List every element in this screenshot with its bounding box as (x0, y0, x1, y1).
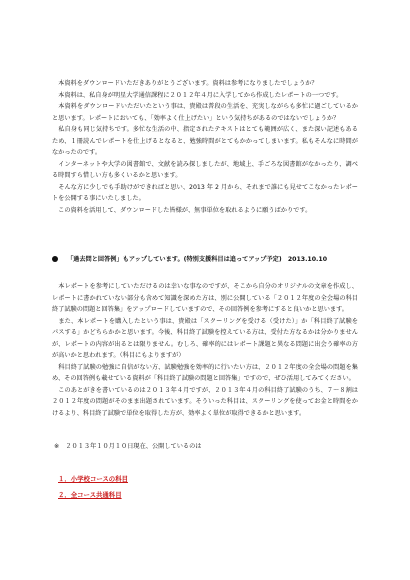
intro-paragraph: 本資料をダウンロードいただきありがとうございます。資料は参考になりましたでしょうか？ (52, 80, 318, 87)
intro-paragraph: 本資料は、私自身が明星大学通信課程に２０１２年４月に入学してから作成したレポートの一つです。 (52, 91, 343, 99)
bullet-icon (52, 256, 58, 262)
intro-paragraph: そんな方に少しでも手助けができればと思い、2013 年 2 月から、それまで誰にも見せてこなかったレポートを公開する事にいたしました。 (52, 183, 358, 202)
link-elementary-course[interactable]: １．小学校コースの科目 (58, 475, 128, 483)
published-note: ※ ２０１３年１０月１０日現在、公開しているのは (54, 443, 202, 450)
intro-section (52, 78, 358, 216)
body-section (52, 281, 358, 419)
body-paragraph: このあとがきを書いているのは２０１３年４月ですが、２０１３年４月の科目終了試験のうち、７～８割は２０１２年度の問題がそのまま出題されています。そういった科目は、スクーリングを使ってお金と時間をかけるより、科目終了試験で単位を取得した方が、効率よく単位が取得できるかと思います。 (52, 386, 358, 417)
update-heading-text: 「過去問と回答例」もアップしています。(特別支援科目は追ってアップ予定) 2013.10.10 (67, 256, 327, 263)
intro-paragraph: この資料を活用して、ダウンロードした皆様が、無事単位を取れるように願うばかりです。 (52, 206, 312, 214)
body-paragraph: また、本レポートを購入したという事は、貴殿は「スクーリングを受ける（受けた）」か「科目終了試験をパスする」かどちらかかと思います。今後、科目終了試験を控えている方は、受付た方なるかは分かりませんが、レポートの内容が出るとは限りません。むしろ、確率的にはレポート課題と異なる問題に出会う確率の方が高いかと思われます。（科目にもよりますが） (52, 317, 358, 359)
link-common-course[interactable]: ２．全コース共通科目 (58, 491, 122, 499)
body-paragraph: 本レポートを参考にしていただけるのは幸いな事なのですが、そこから自分のオリジナルの文章を作成し、レポートに書かれていない部分も含めて知識を深めた方は、別に公開している「２０１２年度の全会場の科目終了試験の問題と回答集」をアップロードしていますので、その回答例を参考にすると良いかと思います。 (52, 283, 358, 313)
body-paragraph: 科目終了試験の勉強に自信がない方、試験勉強を効率的に行いたい方は、２０１２年度の全会場の問題を集め、その回答例も載せている資料が「科目終了試験の問題と回答集」ですので、ぜひ活用してみてください。 (52, 363, 358, 382)
intro-paragraph: インターネットや大学の図書館で、文献を読み探しましたが、地域上、手ごろな図書館がなかったり、調べる時間すら惜しい方も多くいるかと思います。 (52, 160, 358, 179)
update-heading (52, 254, 372, 266)
intro-paragraph: 私自身も同じ気持ちです。多忙な生活の中、指定されたテキストはとても範囲が広く、また深い記述もあるため、１冊読んでレポートを仕上げるとなると、勉強時間がとてもかかってしまいます。私もそんなに時間がなかったのです。 (52, 126, 358, 156)
intro-paragraph: 本資料をダウンロードいただいたという事は、貴殿は普段の生活を、充実しながらも多忙に過ごしているかと思います。レポートにおいても、「効率よく仕上げたい」という気持ちがあるのではないでしょうか？ (52, 103, 358, 122)
